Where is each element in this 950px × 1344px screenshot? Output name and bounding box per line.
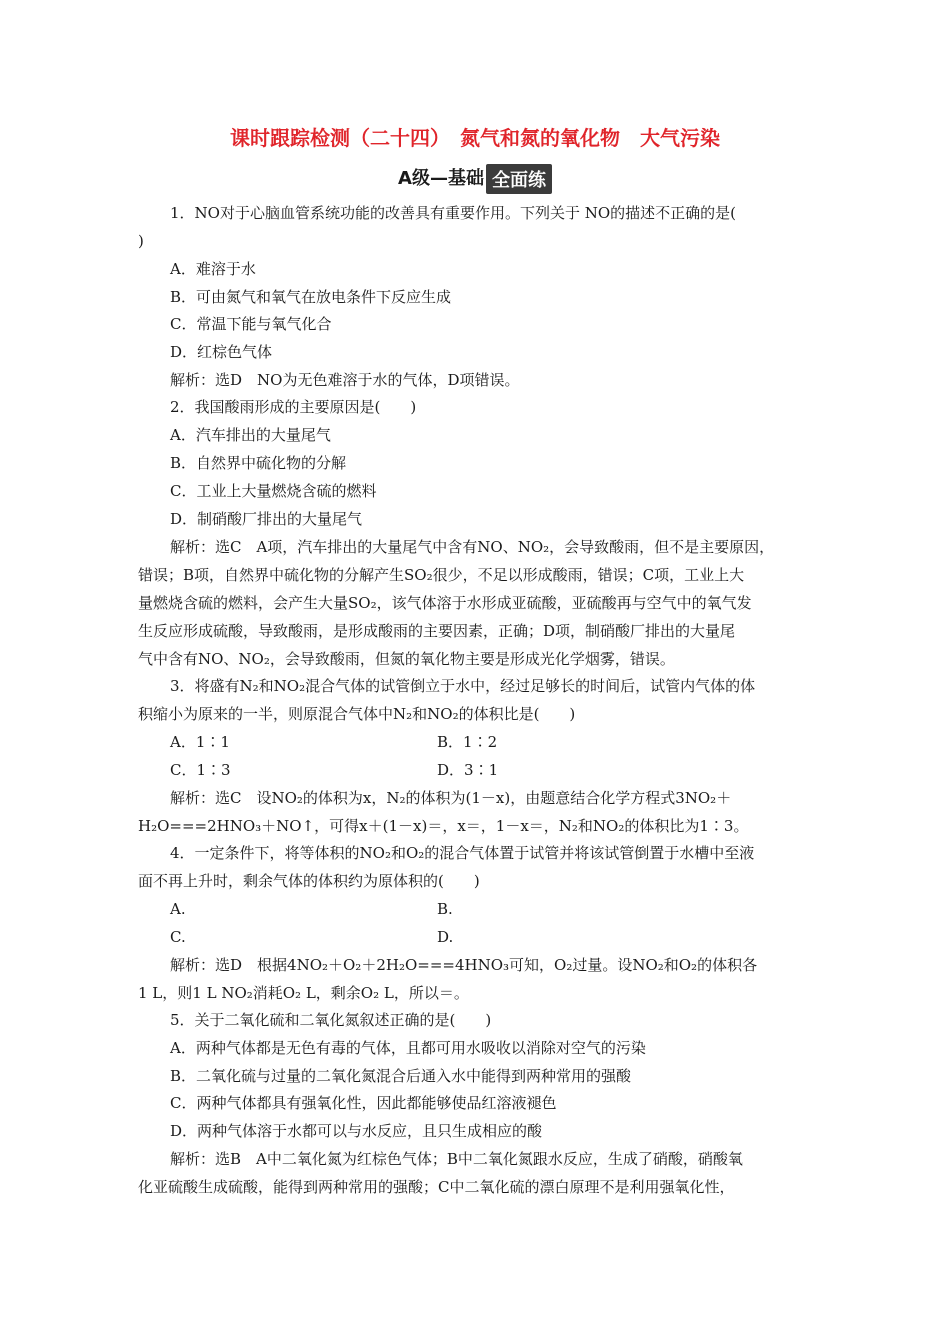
q2-option-d: D．制硝酸厂排出的大量尾气 xyxy=(170,510,363,528)
q1-analysis: 解析：选D NO为无色难溶于水的气体，D项错误。 xyxy=(170,371,520,389)
section-heading xyxy=(0,164,950,194)
q4-analysis-line: 解析：选D 根据4NO₂＋O₂＋2H₂O===4HNO₃可知，O₂过量。设NO₂和O₂的体积各 xyxy=(170,956,758,974)
q3-stem: 3．将盛有N₂和NO₂混合气体的试管倒立于水中，经过足够长的时间后，试管内气体的体 xyxy=(170,677,756,695)
q4-stem: 4．一定条件下，将等体积的NO₂和O₂的混合气体置于试管并将该试管倒置于水槽中至液 xyxy=(170,844,755,862)
q2-option-a: A．汽车排出的大量尾气 xyxy=(170,426,331,444)
q3-analysis-line: 解析：选C 设NO₂的体积为x，N₂的体积为(1－x)，由题意结合化学方程式3NO₂＋ xyxy=(170,789,732,807)
q2-analysis-line: 气中含有NO、NO₂，会导致酸雨，但氮的氧化物主要是形成光化学烟雾，错误。 xyxy=(138,650,675,668)
q1-option-c: C．常温下能与氧气化合 xyxy=(170,315,332,333)
q5-analysis-line: 化亚硫酸生成硫酸，能得到两种常用的强酸；C中二氧化硫的漂白原理不是利用强氧化性， xyxy=(138,1178,735,1196)
q2-analysis-line: 错误；B项，自然界中硫化物的分解产生SO₂很少，不足以形成酸雨，错误；C项，工业上大 xyxy=(138,566,745,584)
q2-analysis-line: 生反应形成硫酸，导致酸雨，是形成酸雨的主要因素，正确；D项，制硝酸厂排出的大量尾 xyxy=(138,622,736,640)
q4-option-b: B. xyxy=(437,900,453,918)
q3-option-a: A．1∶1 xyxy=(170,733,230,751)
q4-stem-cont: 面不再上升时，剩余气体的体积约为原体积的( ) xyxy=(138,872,480,890)
q4-option-d: D. xyxy=(437,928,454,946)
q2-stem: 2．我国酸雨形成的主要原因是( ) xyxy=(170,398,417,416)
q5-analysis-line: 解析：选B A中二氧化氮为红棕色气体；B中二氧化氮跟水反应，生成了硝酸，硝酸氧 xyxy=(170,1150,743,1168)
q1-option-d: D．红棕色气体 xyxy=(170,343,273,361)
q5-option-b: B．二氧化硫与过量的二氧化氮混合后通入水中能得到两种常用的强酸 xyxy=(170,1067,632,1085)
q2-analysis-line: 量燃烧含硫的燃料，会产生大量SO₂，该气体溶于水形成亚硫酸，亚硫酸再与空气中的氧气发 xyxy=(138,594,752,612)
q1-stem: 1．NO对于心脑血管系统功能的改善具有重要作用。下列关于 NO的描述不正确的是( xyxy=(170,204,737,222)
q3-option-b: B．1∶2 xyxy=(437,733,498,751)
q1-option-b: B．可由氮气和氧气在放电条件下反应生成 xyxy=(170,288,452,306)
q2-option-b: B．自然界中硫化物的分解 xyxy=(170,454,347,472)
q3-stem-cont: 积缩小为原来的一半，则原混合气体中N₂和NO₂的体积比是( ) xyxy=(138,705,576,723)
q5-option-a: A．两种气体都是无色有毒的气体，且都可用水吸收以消除对空气的污染 xyxy=(170,1039,646,1057)
q4-option-c: C. xyxy=(170,928,186,946)
q1-option-a: A．难溶于水 xyxy=(170,260,256,278)
q1-stem-cont: ) xyxy=(138,232,144,250)
q4-analysis-line: 1 L，则1 L NO₂消耗O₂ L，剩余O₂ L，所以＝。 xyxy=(138,984,469,1002)
q3-analysis-line: H₂O===2HNO₃＋NO↑，可得x＋(1－x)＝，x＝，1－x＝，N₂和NO₂的体积比为1∶3。 xyxy=(138,817,749,835)
level-label: A级—基础 xyxy=(398,168,484,189)
level-badge: 全面练 xyxy=(486,164,552,194)
q2-analysis-line: 解析：选C A项，汽车排出的大量尾气中含有NO、NO₂，会导致酸雨，但不是主要原因， xyxy=(170,538,775,556)
q2-option-c: C．工业上大量燃烧含硫的燃料 xyxy=(170,482,377,500)
q3-option-c: C．1∶3 xyxy=(170,761,231,779)
q4-option-a: A. xyxy=(170,900,186,918)
q3-option-d: D．3∶1 xyxy=(437,761,499,779)
page-title: 课时跟踪检测（二十四） 氮气和氮的氧化物 大气污染 xyxy=(230,126,720,150)
q5-option-c: C．两种气体都具有强氧化性，因此都能够使品红溶液褪色 xyxy=(170,1094,557,1112)
q5-stem: 5．关于二氧化硫和二氧化氮叙述正确的是( ) xyxy=(170,1011,492,1029)
q5-option-d: D．两种气体溶于水都可以与水反应，且只生成相应的酸 xyxy=(170,1122,543,1140)
